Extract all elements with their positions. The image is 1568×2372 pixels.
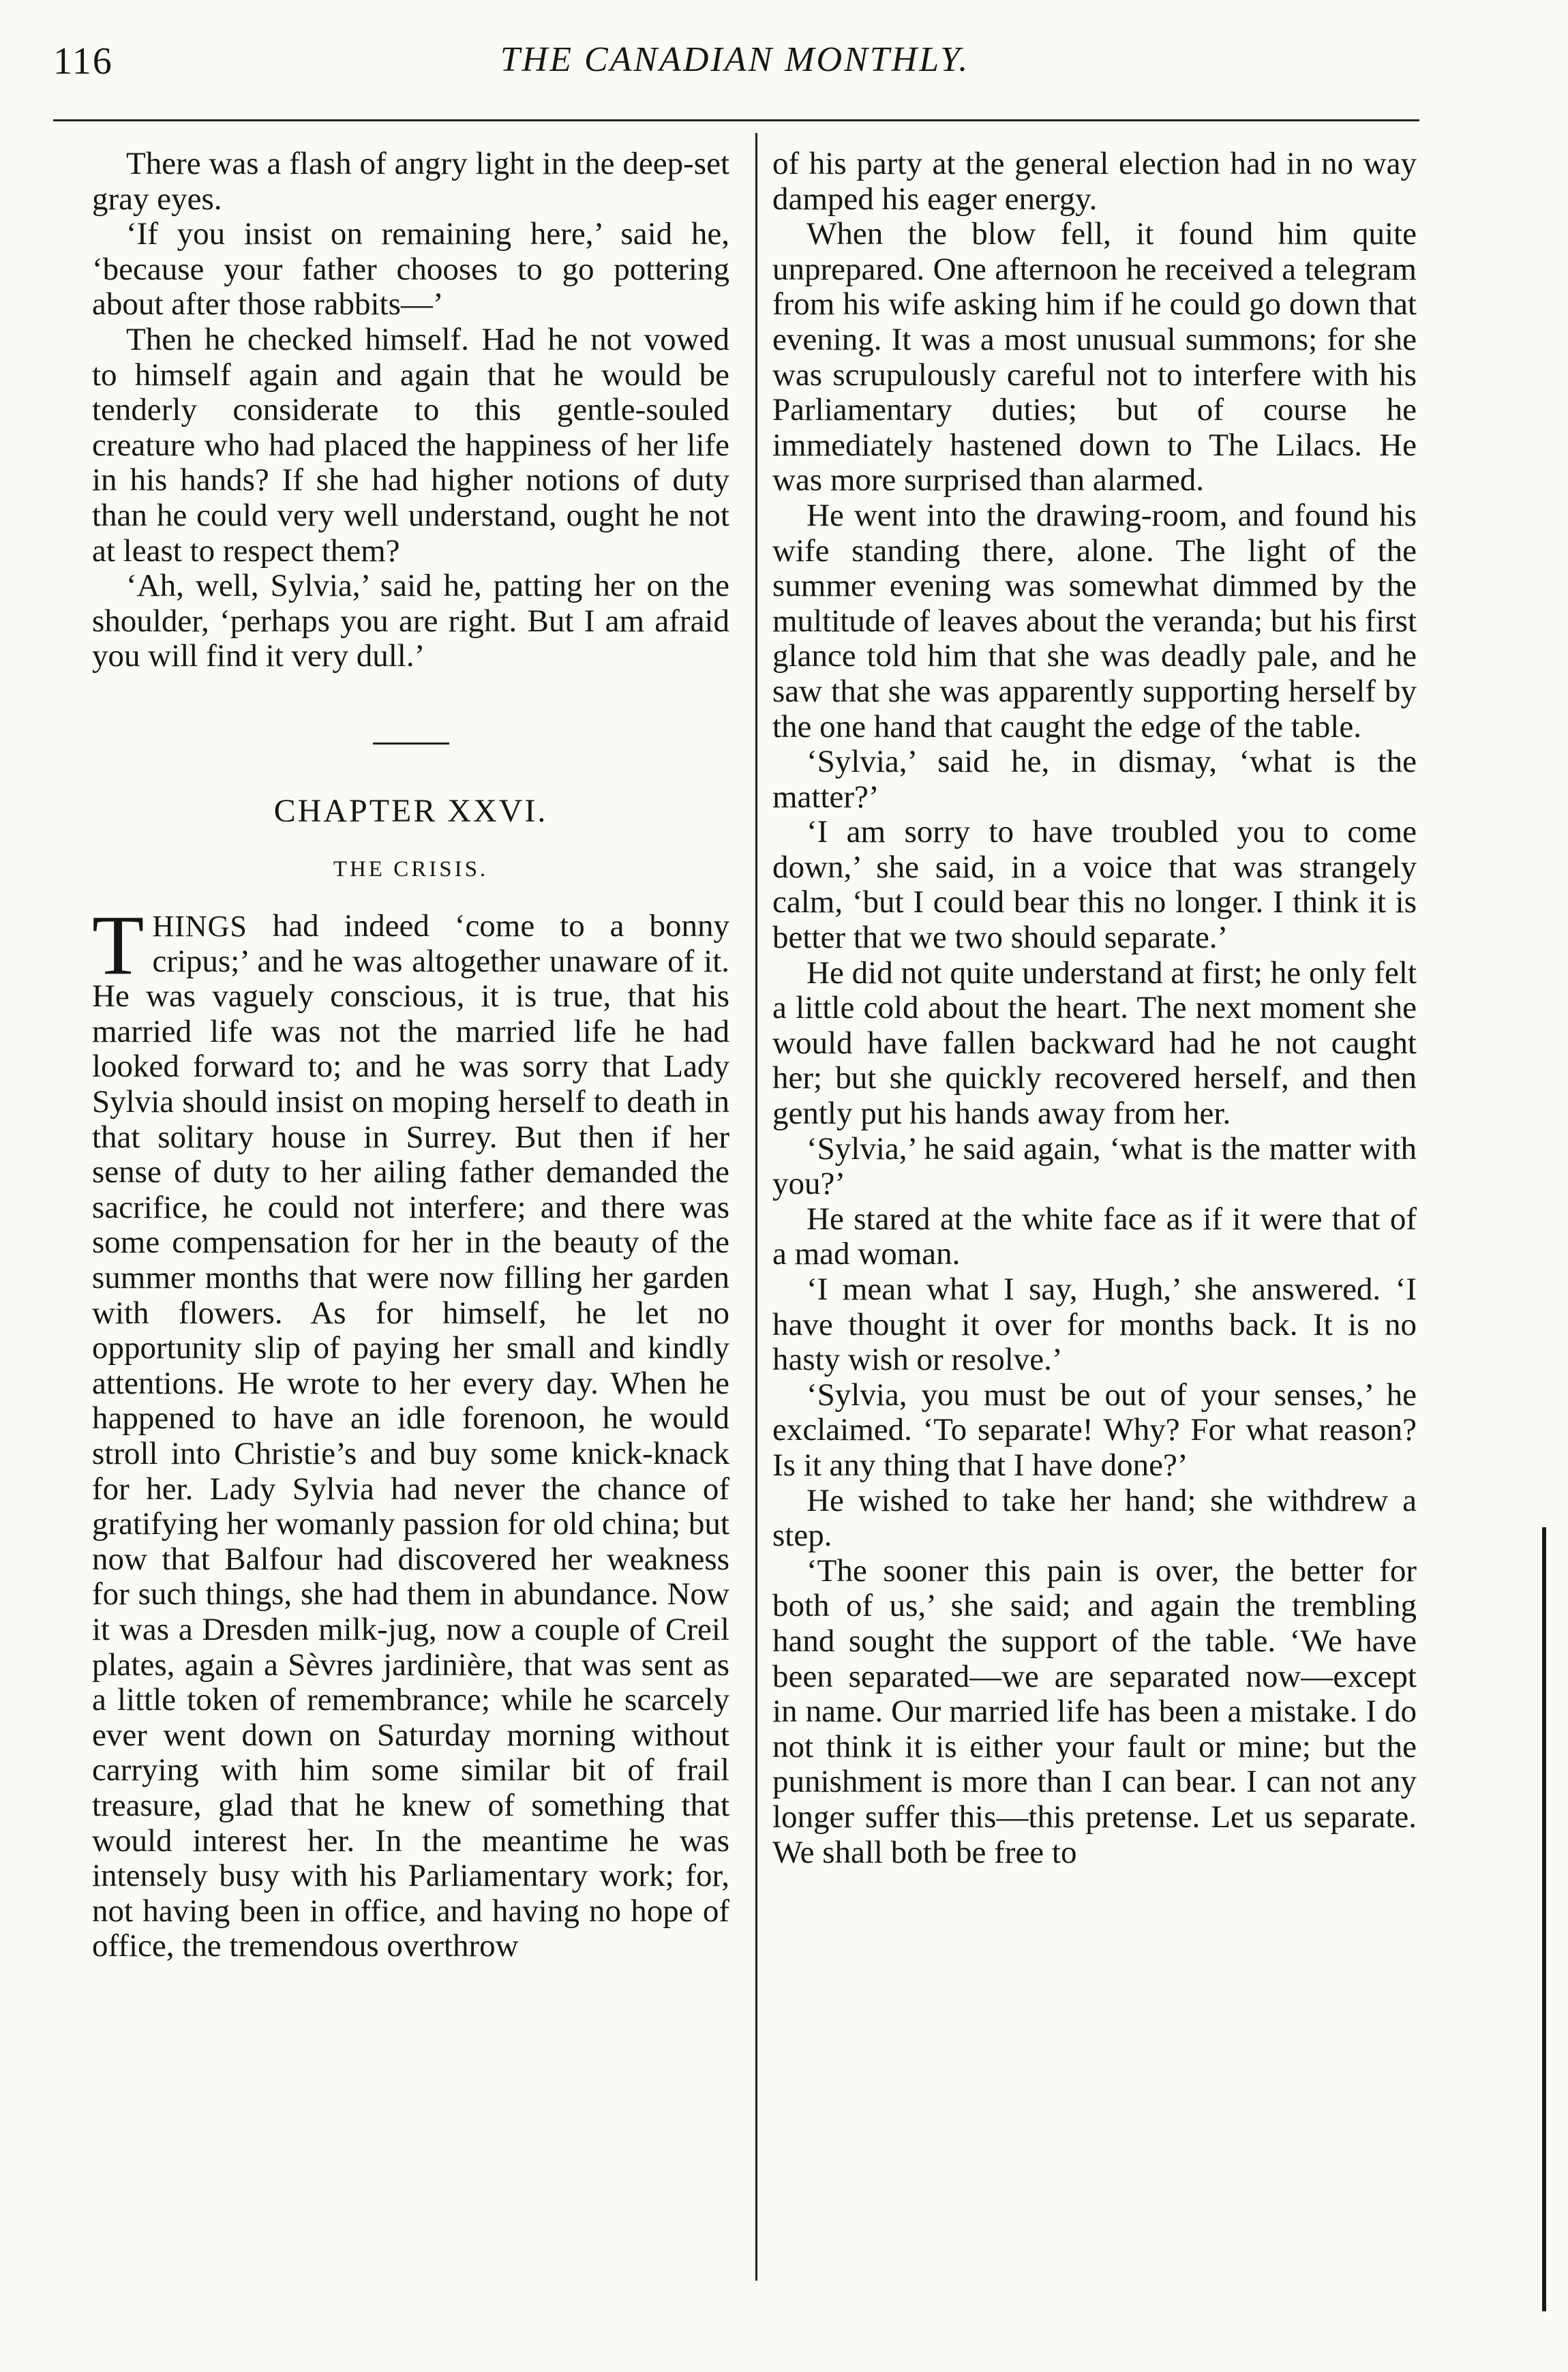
chapter-title: CHAPTER XXVI.	[273, 792, 548, 829]
paragraph: of his party at the general election had in no way damped his eager energy.	[772, 146, 1417, 217]
running-title: THE CANADIAN MONTHLY.	[500, 40, 970, 79]
paragraph: ‘Ah, well, Sylvia,’ said he, patting her on the shoulder, ‘perhaps you are right. But I am afraid you will find it very dull.’	[92, 568, 729, 674]
paragraph: ‘Sylvia,’ he said again, ‘what is the matter with you?’	[772, 1130, 1417, 1202]
paragraph: There was a flash of angry light in the deep-set gray eyes.	[92, 146, 729, 217]
page-header	[53, 40, 1417, 94]
paragraph: ‘If you insist on remaining here,’ said he, ‘because your father chooses to go pottering about after those rabbits—’	[92, 216, 729, 322]
left-column	[92, 147, 729, 1964]
column-divider	[755, 133, 757, 2281]
paragraph: Then he checked himself. Had he not vowed to himself again and again that he would be tenderly considerate to this gentle-souled creature who had placed the happiness of her life in his hands? If she had higher notions of duty than he could very well understand, ought he not at least to respect them?	[92, 321, 729, 569]
binding-edge-mark	[1542, 1527, 1546, 2311]
paragraph: When the blow fell, it found him quite unprepared. One afternoon he received a telegram from his wife asking him if he could go down that evening. It was a most unusual summons; for she was scrupulously careful not to interfere with his Parliamentary duties; but of course he immediately hastened down to The Lilacs. He was more surprised than alarmed.	[772, 216, 1417, 498]
right-column	[772, 147, 1417, 1870]
paragraph-text: had indeed ‘come to a bonny cripus;’ and he was altogether unaware of it. He was vaguely conscious, it is true, that his married life was not the married life he had looked forward to; and he was sorry that Lady Sylvia should insist on moping herself to death in that solitary house in Surrey. But then if her sense of duty to her ailing father demanded the sacrifice, he could not interfere; and there was some compensation for her in the beauty of the summer months that were now filling her garden with flowers. As for himself, he let no opportunity slip of paying her small and kindly attentions. He wrote to her every day. When he happened to have an idle forenoon, he would stroll into Christie’s and buy some knick-knack for her. Lady Sylvia had never the chance of gratifying her womanly passion for old china; but now that Balfour had discovered her weakness for such things, she had them in abundance. Now it was a Dresden milk-jug, now a couple of Creil plates, again a Sèvres jardinière, that was sent as a little token of remembrance; while he scarcely ever went down on Saturday morning without carrying with him some similar bit of frail treasure, glad that he knew of something that would interest her. In the meantime he was intensely busy with his Parliamentary work; for, not having been in office, and having no hope of office, the tremendous overthrow	[92, 908, 729, 1964]
paragraph: ‘Sylvia, you must be out of your senses,’ he exclaimed. ‘To separate! Why? For what reason? Is it any thing that I have done?’	[772, 1377, 1417, 1483]
paragraph: He went into the drawing-room, and found his wife standing there, alone. The light of the summer evening was somewhat dimmed by the multitude of leaves about the veranda; but his first glance told him that she was deadly pale, and he saw that she was apparently supporting herself by the one hand that caught the edge of the table.	[772, 497, 1417, 745]
chapter-subtitle: THE CRISIS.	[333, 856, 489, 882]
header-rule	[53, 119, 1419, 121]
paragraph: He did not quite understand at first; he only felt a little cold about the heart. The next moment she would have fallen backward had he not caught her; but she quickly recovered herself, and then gently put his hands away from her.	[772, 955, 1417, 1132]
paragraph: ‘The sooner this pain is over, the better for both of us,’ she said; and again the trembling hand sought the support of the table. ‘We have been separated—we are separated now—except in name. Our married life has been a mistake. I do not think it is either your fault or mine; but the punishment is more than I can bear. I can not any longer suffer this—this pretense. Let us separate. We shall both be free to	[772, 1552, 1417, 1870]
paragraph: He stared at the white face as if it were that of a mad woman.	[772, 1201, 1417, 1272]
paragraph: He wished to take her hand; she withdrew a step.	[772, 1482, 1417, 1554]
drop-cap: T	[92, 899, 145, 993]
chapter-opening-paragraph	[92, 899, 729, 1964]
paragraph: ‘Sylvia,’ said he, in dismay, ‘what is the matter?’	[772, 744, 1417, 815]
paragraph: ‘I mean what I say, Hugh,’ she answered. ‘I have thought it over for months back. It is no hasty wish or resolve.’	[772, 1272, 1417, 1378]
section-separator	[373, 742, 449, 745]
lead-small-caps: HINGS	[152, 910, 247, 944]
page-number: 116	[53, 40, 113, 82]
paragraph: ‘I am sorry to have troubled you to come down,’ she said, in a voice that was strangely calm, ‘but I could bear this no longer. I think it is better that we two should separate.’	[772, 814, 1417, 956]
